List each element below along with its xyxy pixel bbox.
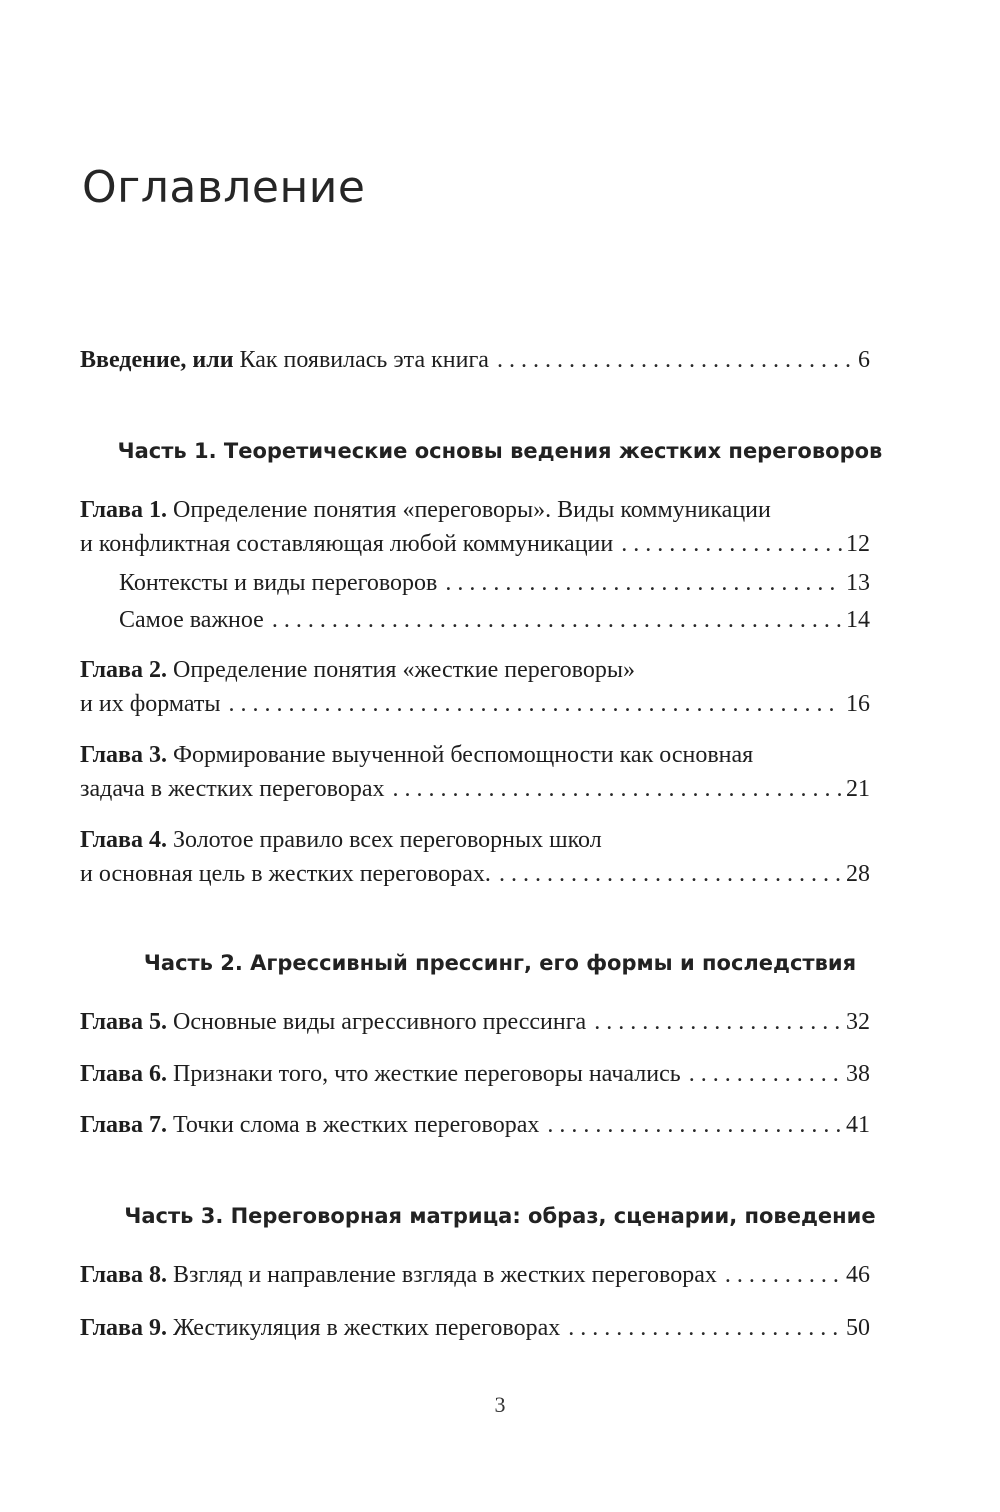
entry-text: Контексты и виды переговоров <box>119 570 438 596</box>
page-number: 28 <box>846 861 870 887</box>
dot-leader <box>621 527 842 561</box>
entry-text-line1: Формирование выученной беспомощности как основная <box>173 742 754 768</box>
entry-text: Взгляд и направление взгляда в жестких переговорах <box>173 1262 717 1288</box>
entry-text: Жестикуляция в жестких переговорах <box>173 1315 561 1341</box>
part-3-heading: Часть 3. Переговорная матрица: образ, сценарии, поведение <box>124 1204 876 1228</box>
page-number: 41 <box>846 1112 870 1138</box>
page-number: 21 <box>846 776 870 802</box>
page-number: 50 <box>846 1315 870 1341</box>
entry-text: Самое важное <box>119 607 264 633</box>
page-number: 14 <box>846 607 870 633</box>
toc-entry-chapter-7[interactable] <box>80 1108 870 1142</box>
toc-entry-chapter-4[interactable] <box>80 823 870 891</box>
entry-label: Глава 9. <box>80 1315 167 1341</box>
dot-leader <box>568 1311 842 1345</box>
dot-leader <box>499 857 842 891</box>
page-number: 12 <box>846 531 870 557</box>
entry-text-line1: Золотое правило всех переговорных школ <box>173 827 602 853</box>
part-1-heading: Часть 1. Теоретические основы ведения жестких переговоров <box>117 439 883 463</box>
entry-label: Введение, или <box>80 347 234 373</box>
entry-text: Признаки того, что жесткие переговоры начались <box>173 1061 681 1087</box>
page-number: 46 <box>846 1262 870 1288</box>
dot-leader <box>594 1005 842 1039</box>
page-folio: 3 <box>494 1392 506 1417</box>
page-title: Оглавление <box>82 162 366 213</box>
entry-label: Глава 4. <box>80 827 167 853</box>
dot-leader <box>392 772 842 806</box>
entry-label: Глава 7. <box>80 1112 167 1138</box>
dot-leader <box>445 566 842 600</box>
entry-text-line2: задача в жестких переговорах <box>80 776 385 802</box>
part-2-heading: Часть 2. Агрессивный прессинг, его формы и последствия <box>143 951 857 975</box>
toc-entry-intro[interactable] <box>80 343 870 377</box>
entry-text: Основные виды агрессивного прессинга <box>173 1009 587 1035</box>
entry-text-line1: Определение понятия «переговоры». Виды коммуникации <box>173 497 771 523</box>
page-number: 6 <box>858 347 870 373</box>
dot-leader <box>547 1108 842 1142</box>
toc-entry-chapter-2[interactable] <box>80 653 870 721</box>
entry-label: Глава 8. <box>80 1262 167 1288</box>
entry-label: Глава 6. <box>80 1061 167 1087</box>
dot-leader <box>497 343 854 377</box>
entry-text: Как появилась эта книга <box>239 347 489 373</box>
toc-entry-chapter-9[interactable] <box>80 1311 870 1345</box>
page-number: 32 <box>846 1009 870 1035</box>
dot-leader <box>725 1258 842 1292</box>
dot-leader <box>689 1057 842 1091</box>
entry-label: Глава 3. <box>80 742 167 768</box>
entry-text: Точки слома в жестких переговорах <box>173 1112 540 1138</box>
entry-label: Глава 5. <box>80 1009 167 1035</box>
page-number: 16 <box>846 691 870 717</box>
entry-text-line2: и основная цель в жестких переговорах. <box>80 861 491 887</box>
toc-entry-chapter-1[interactable] <box>80 493 870 561</box>
toc-entry-chapter-3[interactable] <box>80 738 870 806</box>
toc-entry-chapter-6[interactable] <box>80 1057 870 1091</box>
toc-entry-section-contexts[interactable] <box>119 566 870 600</box>
entry-label: Глава 2. <box>80 657 167 683</box>
entry-text-line2: и конфликтная составляющая любой коммуникации <box>80 531 614 557</box>
toc-entry-chapter-8[interactable] <box>80 1258 870 1292</box>
page-number: 38 <box>846 1061 870 1087</box>
page-number: 13 <box>846 570 870 596</box>
dot-leader <box>229 687 842 721</box>
entry-text-line1: Определение понятия «жесткие переговоры» <box>173 657 635 683</box>
dot-leader <box>272 603 842 637</box>
entry-text-line2: и их форматы <box>80 691 221 717</box>
entry-label: Глава 1. <box>80 497 167 523</box>
toc-entry-chapter-5[interactable] <box>80 1005 870 1039</box>
toc-entry-section-summary[interactable] <box>119 603 870 637</box>
